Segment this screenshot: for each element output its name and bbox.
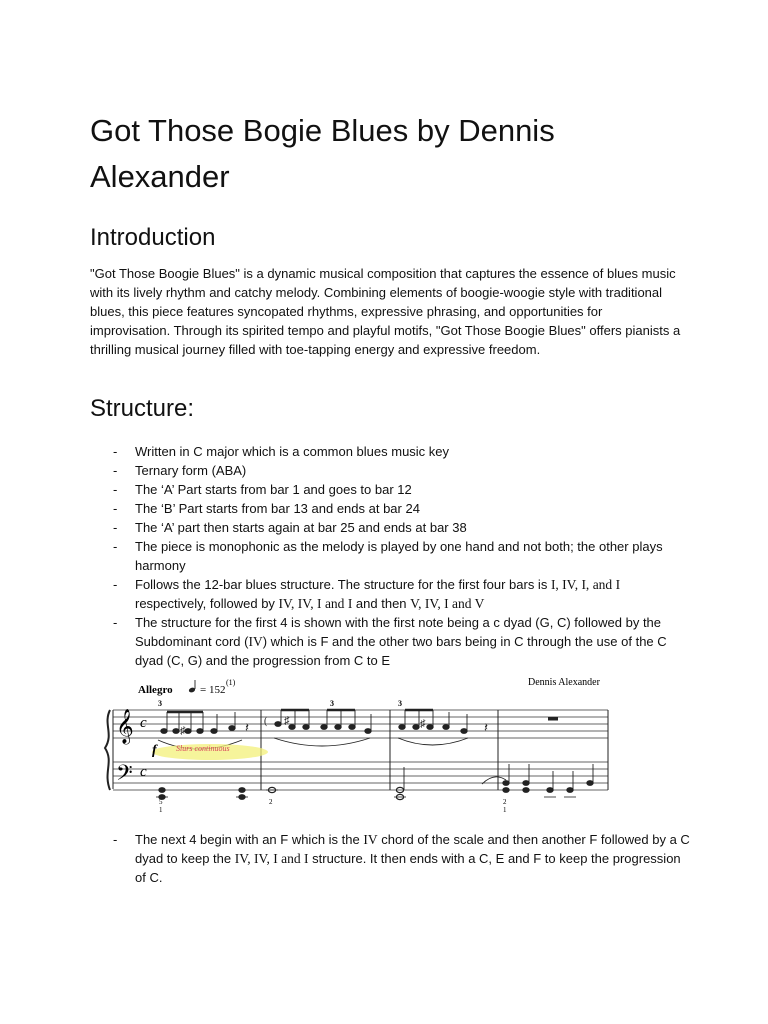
- list-item: [90, 499, 690, 518]
- bullet-dash: -: [113, 615, 118, 630]
- list-item-text: The ‘B’ Part starts from bar 13 and ends at bar 24: [135, 501, 420, 516]
- roman-numeral: IV: [248, 634, 263, 649]
- fingering-number: 1: [159, 806, 163, 814]
- sharp-icon: ♯: [284, 715, 290, 727]
- fingering-number: 5: [159, 798, 163, 806]
- text-run: and: [321, 596, 348, 611]
- composer-name: Dennis Alexander: [528, 677, 600, 688]
- text-run: ) which is F and the other two bars being in C through the use of the C dyad (C, G) and the progression from C to E: [135, 634, 667, 668]
- list-item-text: Written in C major which is a common blues music key: [135, 444, 450, 459]
- bullet-dash: -: [113, 444, 118, 459]
- sheet-music-excerpt: [102, 672, 612, 814]
- bullet-dash: -: [113, 520, 118, 535]
- roman-numeral: IV, IV, I: [234, 851, 278, 866]
- text-run: Follows the 12-bar blues structure. The structure for the first four bars is: [135, 577, 551, 592]
- quarter-note-icon: [188, 680, 196, 693]
- triplet-mark: 3: [158, 699, 162, 708]
- list-item-text: The ‘A’ part then starts again at bar 25 and ends at bar 38: [135, 520, 467, 535]
- roman-numeral: V, IV, I: [410, 596, 449, 611]
- list-item-text: The piece is monophonic as the melody is played by one hand and not both; the other plays harmony: [135, 539, 663, 573]
- list-item-text: The ‘A’ Part starts from bar 1 and goes to bar 12: [135, 482, 412, 497]
- grand-staff-brace: [105, 710, 110, 790]
- text-run: chord of the scale and then another F followed by a C dyad to keep the: [135, 832, 690, 866]
- list-item-text: Ternary form (ABA): [135, 463, 247, 478]
- roman-numeral: I: [615, 577, 621, 592]
- introduction-paragraph: "Got Those Boogie Blues" is a dynamic musical composition that captures the essence of blues music with its lively rhythm and catchy melody. Combining elements of boogie-woogie style with traditional blues, this piece features syncopated rhythms, expressive phrasing, and opportunities for improvisation. Through its spirited tempo and playful motifs, "Got Those Boogie Blues" offers pianists a thrilling musical journey filled with toe-tapping energy and expressive freedom.: [90, 266, 681, 357]
- document-title: Got Those Bogie Blues by Dennis Alexander: [90, 113, 555, 194]
- list-item: [90, 537, 690, 575]
- text-run: and: [277, 851, 305, 866]
- slur-line: [398, 738, 468, 745]
- bullet-dash: -: [113, 482, 118, 497]
- list-item-twelve-bar: [90, 575, 690, 613]
- roman-numeral: IV: [363, 832, 378, 847]
- whole-rest-icon: [548, 717, 558, 721]
- quarter-rest-icon: 𝄽: [484, 720, 488, 735]
- roman-numeral: IV, IV, I: [278, 596, 322, 611]
- text-run: The next 4 begin with an F which is the: [135, 832, 364, 847]
- treble-clef-icon: 𝄞: [116, 710, 134, 743]
- melody-bar-2: [264, 710, 371, 733]
- bass-clef-icon: 𝄢: [116, 761, 133, 790]
- roman-numeral: V: [474, 596, 485, 611]
- list-item: [90, 461, 690, 480]
- roman-numeral: I: [304, 851, 309, 866]
- bass-bar-2: [266, 787, 278, 792]
- fingering-number: 2: [269, 798, 273, 806]
- fingering-number: 1: [503, 806, 507, 814]
- text-run: and: [448, 596, 475, 611]
- introduction-heading: Introduction: [90, 224, 216, 251]
- melody-bar-1: [161, 712, 249, 737]
- list-item-first-four: [90, 613, 690, 670]
- sharp-icon: ♯: [180, 725, 186, 737]
- bass-bar-1: [156, 788, 248, 800]
- structure-heading: Structure:: [90, 395, 195, 422]
- roman-numeral: I, IV, I,: [550, 577, 590, 592]
- barlines: [261, 710, 608, 790]
- bullet-dash: -: [113, 463, 118, 478]
- list-item-next-four: [90, 830, 690, 887]
- bullet-dash: -: [113, 832, 118, 847]
- footnote-mark: (1): [226, 678, 236, 687]
- fingering-number: 2: [503, 798, 507, 806]
- structure-list: [90, 442, 690, 670]
- metronome-marking: = 152: [200, 684, 226, 696]
- triplet-mark: 3: [330, 699, 334, 708]
- text-run: structure. It then ends with a C, E and F to keep the progression of C.: [135, 851, 681, 885]
- roman-numeral: I: [347, 596, 353, 611]
- text-run: and: [589, 577, 616, 592]
- bullet-dash: -: [113, 501, 118, 516]
- time-signature-treble: c: [140, 715, 147, 731]
- tempo-marking: Allegro: [138, 684, 173, 696]
- list-item: [90, 442, 690, 461]
- triplet-mark: 3: [398, 699, 402, 708]
- text-run: respectively, followed by: [135, 596, 279, 611]
- text-run: and then: [352, 596, 411, 611]
- handwritten-annotation: Slurs continuous: [176, 744, 230, 753]
- svg-text:(: (: [264, 716, 268, 727]
- time-signature-bass: c: [140, 764, 147, 780]
- text-run: The structure for the first 4 is shown with the first note being a c dyad (G, C) followed by the Subdominant cord (: [135, 615, 662, 649]
- sharp-icon: ♯: [420, 718, 426, 730]
- bullet-dash: -: [113, 539, 118, 554]
- quarter-rest-icon: 𝄽: [245, 720, 249, 735]
- slur-line: [274, 738, 370, 746]
- bullet-dash: -: [113, 577, 118, 592]
- list-item: [90, 480, 690, 499]
- list-item: [90, 518, 690, 537]
- dynamic-marking: f: [152, 743, 157, 758]
- structure-list-continued: [90, 830, 690, 887]
- bass-staff: [113, 762, 608, 790]
